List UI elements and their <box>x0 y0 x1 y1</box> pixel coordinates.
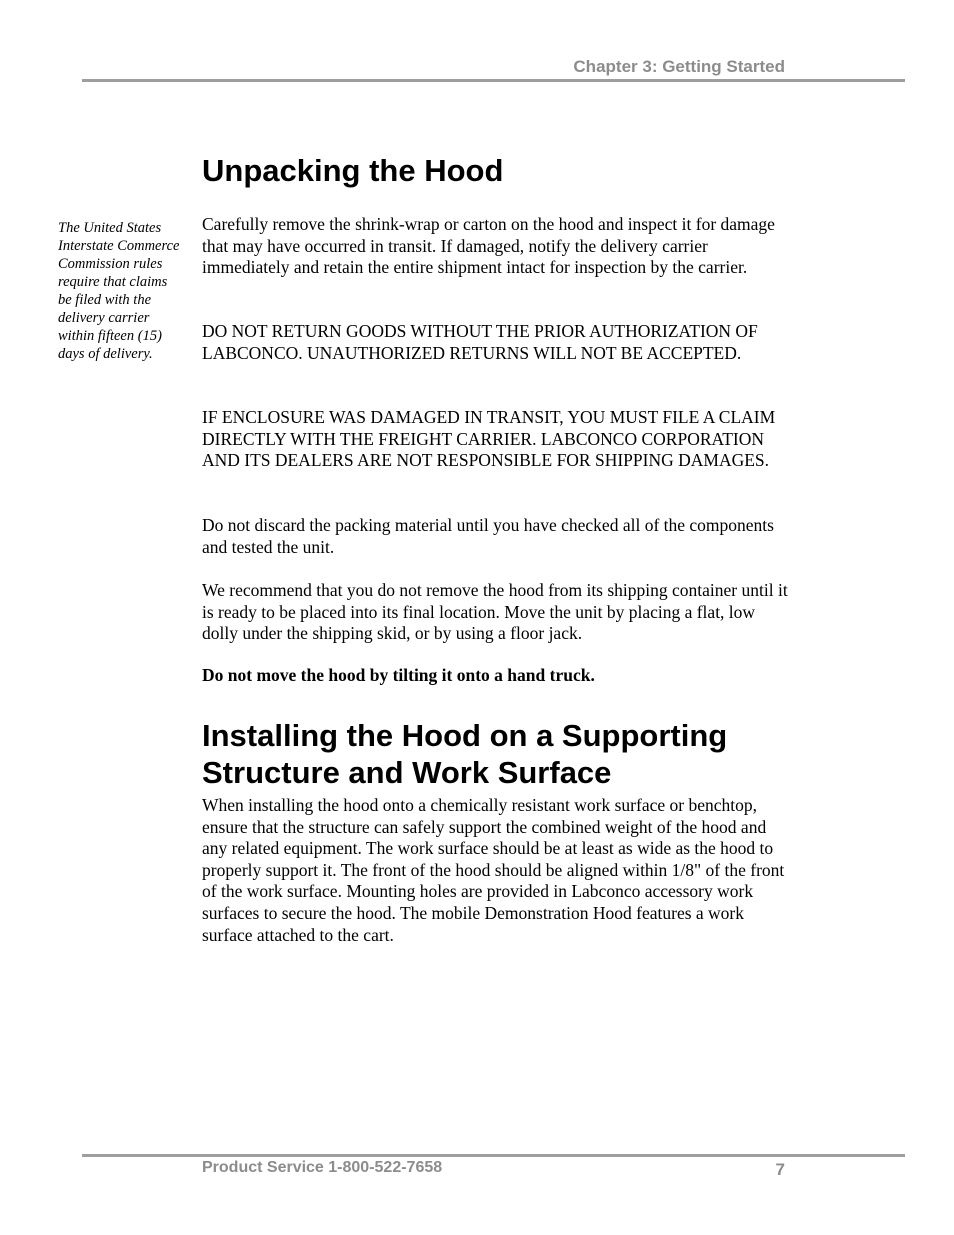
section-title-installing: Installing the Hood on a Supporting Structure and Work Surface <box>202 718 728 790</box>
paragraph-moving-unit: We recommend that you do not remove the hood from its shipping container until it is ready to be placed into its final location. Move the unit by placing a flat, low dolly under the shipping skid, or by using a floor jack. <box>202 580 788 644</box>
section-title-unpacking: Unpacking the Hood <box>202 153 504 188</box>
footer-product-service: Product Service 1-800-522-7658 <box>202 1159 443 1176</box>
paragraph-installing: When installing the hood onto a chemically resistant work surface or benchtop, ensure that the structure can safely support the combined weight of the hood and any related equipment. The work surface should be at least as wide as the hood to properly support it. The front of the hood should be aligned within 1/8" of the front of the work surface. Mounting holes are provided in Labconco accessory work surfaces to secure the hood. The mobile Demonstration Hood features a work surface attached to the cart. <box>202 795 785 945</box>
paragraph-no-returns: DO NOT RETURN GOODS WITHOUT THE PRIOR AUTHORIZATION OF LABCONCO. UNAUTHORIZED RETURNS WILL NOT BE ACCEPTED. <box>202 321 758 363</box>
header-divider <box>82 79 905 82</box>
footer-divider <box>82 1154 905 1157</box>
chapter-header: Chapter 3: Getting Started <box>573 57 785 76</box>
paragraph-damage-claim: IF ENCLOSURE WAS DAMAGED IN TRANSIT, YOU MUST FILE A CLAIM DIRECTLY WITH THE FREIGHT CARRIER. LABCONCO CORPORATION AND ITS DEALERS ARE NOT RESPONSIBLE FOR SHIPPING DAMAGES. <box>202 407 776 471</box>
paragraph-inspect: Carefully remove the shrink-wrap or carton on the hood and inspect it for damage that may have occurred in transit. If damaged, notify the delivery carrier immediately and retain the entire shipment intact for inspection by the carrier. <box>202 214 775 278</box>
page-number: 7 <box>775 1160 785 1179</box>
paragraph-packing-material: Do not discard the packing material until you have checked all of the components and tested the unit. <box>202 515 774 557</box>
margin-note: The United States Interstate Commerce Commission rules require that claims be filed with the delivery carrier within fifteen (15) days of delivery. <box>58 220 180 362</box>
warning-hand-truck: Do not move the hood by tilting it onto a hand truck. <box>202 665 595 685</box>
